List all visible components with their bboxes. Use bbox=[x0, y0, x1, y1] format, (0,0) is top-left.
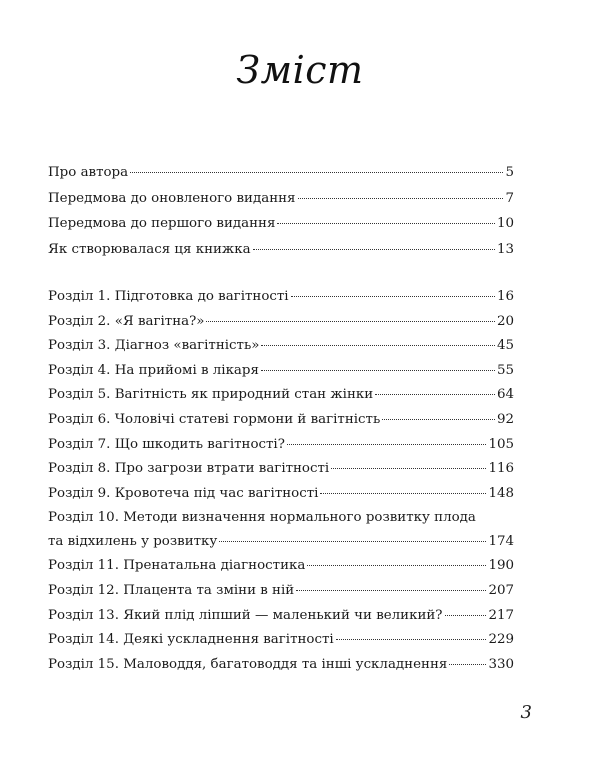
toc-entry-title: Розділ 11. Пренатальна діагностика bbox=[48, 558, 306, 574]
toc-entry-page: 5 bbox=[505, 165, 514, 180]
page-number: 3 bbox=[520, 702, 532, 723]
toc-entry-page: 64 bbox=[496, 387, 514, 403]
dot-leader bbox=[298, 197, 504, 199]
toc-entry[interactable] bbox=[48, 383, 514, 408]
dot-leader bbox=[277, 222, 495, 224]
toc-entry-page: 16 bbox=[496, 289, 514, 304]
toc-entry-title: Розділ 7. Що шкодить вагітності? bbox=[48, 436, 285, 452]
dot-leader bbox=[261, 369, 495, 371]
dot-leader bbox=[375, 393, 495, 395]
toc-chapters bbox=[48, 285, 514, 677]
toc-entry-title: Розділ 1. Підготовка до вагітності bbox=[48, 289, 289, 304]
toc-entry[interactable] bbox=[48, 433, 514, 458]
dot-leader bbox=[320, 492, 486, 494]
toc-front-matter bbox=[48, 160, 514, 263]
dot-leader bbox=[219, 540, 486, 542]
page-title: Зміст bbox=[236, 48, 364, 92]
toc-entry[interactable] bbox=[48, 211, 514, 237]
toc-entry-title: Розділ 15. Маловоддя, багатоводдя та інші ускладнення bbox=[48, 656, 448, 672]
toc-entry-title: Розділ 13. Який плід ліпший — маленький чи великий? bbox=[48, 607, 443, 623]
toc-entry-title: Розділ 3. Діагноз «вагітність» bbox=[48, 338, 260, 354]
toc-entry-page: 20 bbox=[496, 313, 514, 329]
toc-entry-title: Розділ 8. Про загрози втрати вагітності bbox=[48, 461, 330, 477]
toc-entry[interactable] bbox=[48, 579, 514, 604]
toc-entry-title: Розділ 12. Плацента та зміни в ній bbox=[48, 582, 295, 598]
toc-entry[interactable] bbox=[48, 457, 514, 482]
toc-entry[interactable] bbox=[48, 160, 514, 186]
toc-entry[interactable] bbox=[48, 653, 514, 678]
toc-entry-page: 217 bbox=[488, 607, 514, 623]
toc-entry[interactable] bbox=[48, 334, 514, 359]
toc-entry[interactable] bbox=[48, 186, 514, 212]
dot-leader bbox=[296, 589, 486, 591]
toc-entry-title-continued: та відхилень у розвитку bbox=[48, 533, 218, 549]
toc-entry-title: Розділ 6. Чоловічі статеві гормони й вагітність bbox=[48, 411, 381, 427]
toc-entry-title: Розділ 5. Вагітність як природний стан жінки bbox=[48, 387, 374, 403]
toc-entry[interactable] bbox=[48, 408, 514, 433]
dot-leader bbox=[307, 564, 486, 566]
toc-entry-page: 105 bbox=[488, 436, 514, 452]
toc-entry-page: 55 bbox=[496, 362, 514, 378]
toc-entry[interactable] bbox=[48, 628, 514, 653]
toc-entry-title: Розділ 2. «Я вагітна?» bbox=[48, 313, 205, 329]
dot-leader bbox=[130, 171, 503, 173]
toc-entry-page: 190 bbox=[488, 558, 514, 574]
toc-entry-page: 330 bbox=[488, 656, 514, 672]
toc-entry[interactable] bbox=[48, 237, 514, 263]
dot-leader bbox=[261, 344, 495, 346]
toc-entry[interactable] bbox=[48, 506, 514, 554]
toc-entry-page: 116 bbox=[488, 461, 514, 477]
toc-entry-title: Передмова до оновленого видання bbox=[48, 190, 296, 206]
toc-entry-title: Передмова до першого видання bbox=[48, 216, 276, 232]
toc-entry-title: Розділ 10. Методи визначення нормального розвитку плода bbox=[48, 510, 476, 526]
toc-entry[interactable] bbox=[48, 285, 514, 310]
toc-entry-page: 174 bbox=[488, 533, 514, 549]
dot-leader bbox=[382, 418, 495, 420]
toc-entry-page: 229 bbox=[488, 632, 514, 648]
toc-entry[interactable] bbox=[48, 604, 514, 629]
dot-leader bbox=[287, 443, 487, 445]
toc-entry[interactable] bbox=[48, 310, 514, 335]
toc-entry[interactable] bbox=[48, 482, 514, 507]
toc-entry-title: Розділ 9. Кровотеча під час вагітності bbox=[48, 485, 319, 501]
dot-leader bbox=[449, 663, 486, 665]
dot-leader bbox=[291, 295, 495, 297]
toc-entry-title: Про автора bbox=[48, 165, 129, 180]
toc-entry[interactable] bbox=[48, 359, 514, 384]
toc-entry-title: Розділ 4. На прийомі в лікаря bbox=[48, 362, 259, 378]
toc-entry-title: Як створювалася ця книжка bbox=[48, 242, 251, 258]
toc-entry-page: 92 bbox=[496, 411, 514, 427]
dot-leader bbox=[331, 467, 486, 469]
toc-entry[interactable] bbox=[48, 554, 514, 579]
toc-entry-page: 148 bbox=[488, 485, 514, 501]
dot-leader bbox=[445, 614, 487, 616]
dot-leader bbox=[206, 320, 494, 322]
toc-entry-page: 45 bbox=[496, 338, 514, 354]
toc-entry-page: 7 bbox=[505, 190, 514, 206]
toc-entry-page: 207 bbox=[488, 582, 514, 598]
dot-leader bbox=[253, 248, 495, 250]
toc-entry-title: Розділ 14. Деякі ускладнення вагітності bbox=[48, 632, 334, 648]
dot-leader bbox=[336, 638, 487, 640]
toc-entry-page: 10 bbox=[496, 216, 514, 232]
toc-entry-page: 13 bbox=[496, 242, 514, 258]
